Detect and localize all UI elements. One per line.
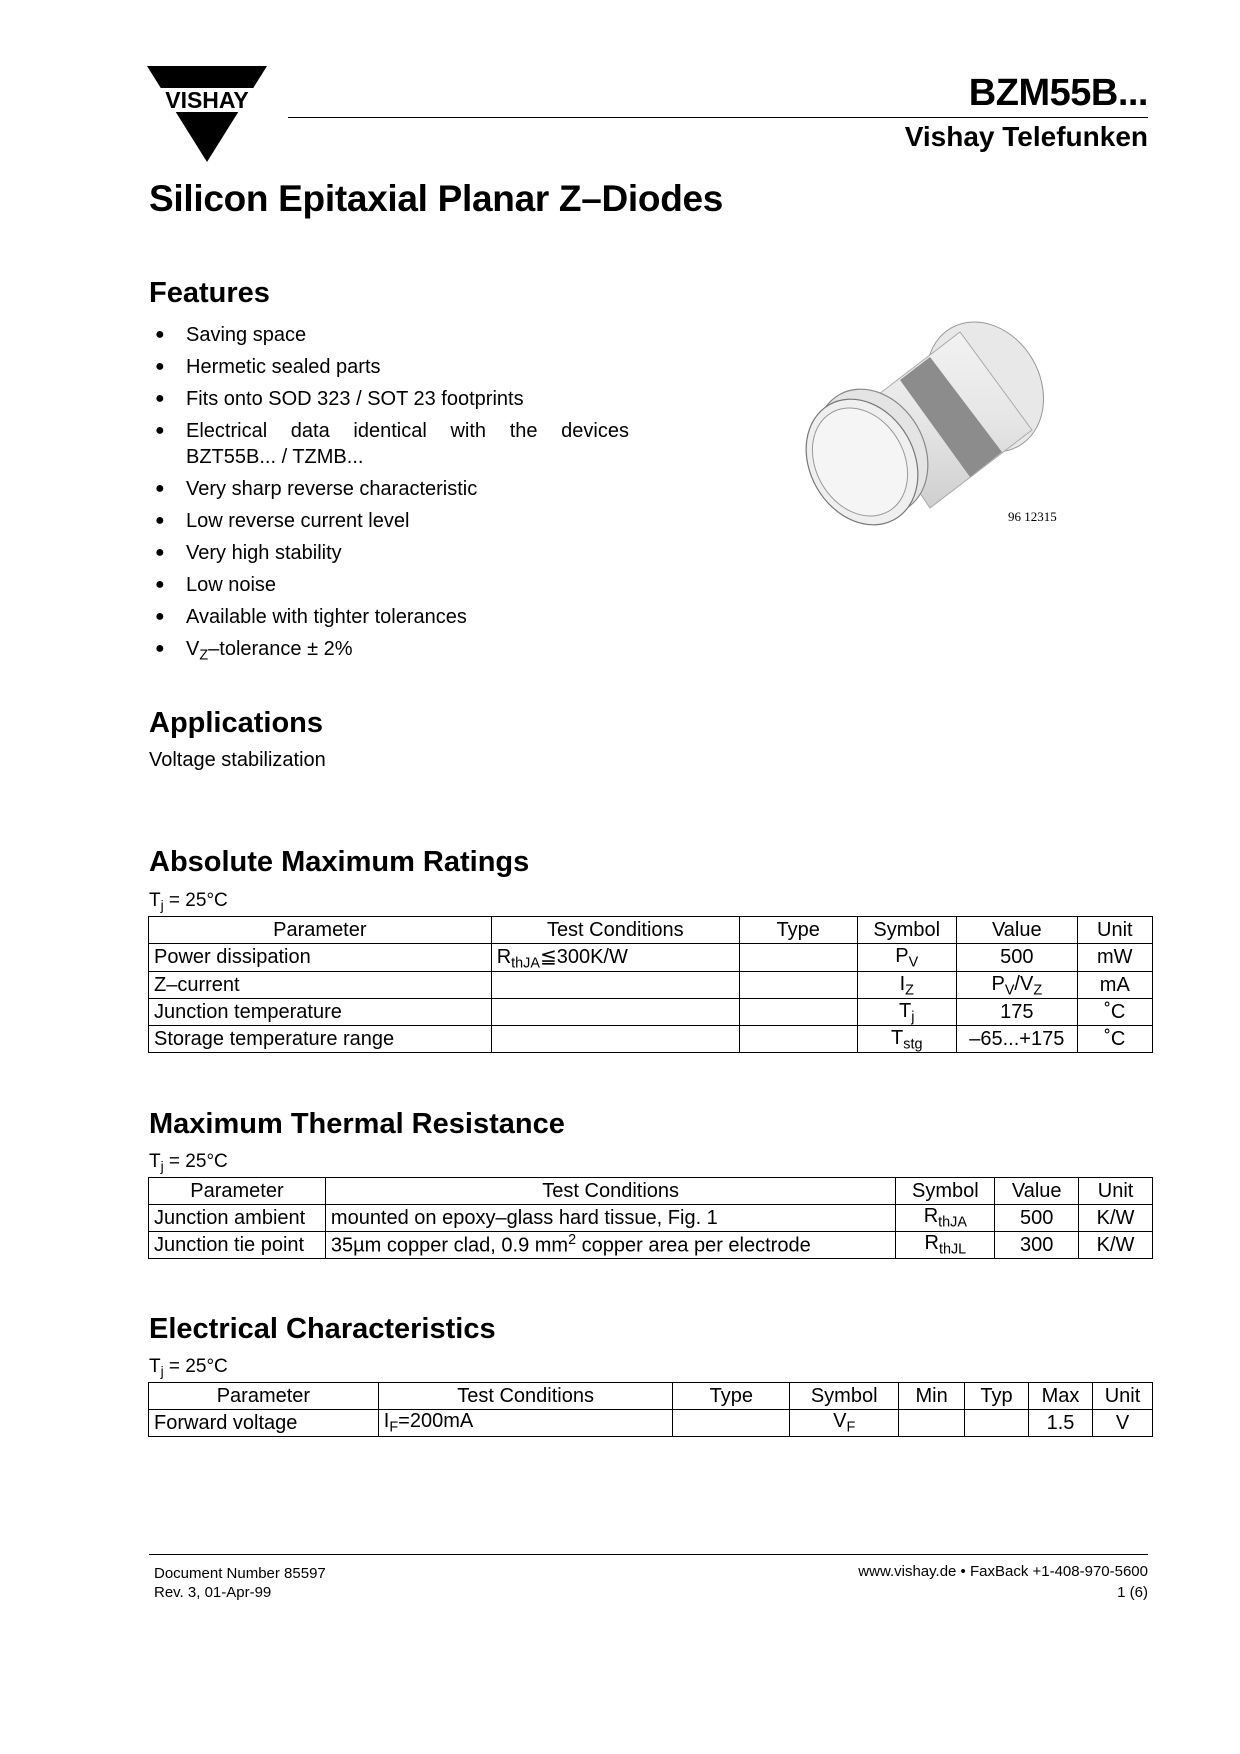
table-row: Z–current $I_Z$ $P_V/V_Z$ mA <box>149 972 1153 999</box>
table-row: Junction ambient mounted on epoxy–glass hard tissue, Fig. 1 $R_{thJA}$ 500 K/W <box>149 1205 1153 1232</box>
table-header-row <box>149 1383 1153 1410</box>
features-list <box>149 322 629 674</box>
vishay-logo <box>147 66 267 166</box>
table-row: Junction temperature $T_j$ 175 ˚C <box>149 999 1153 1026</box>
electrical-condition: $T_j = 25^\circ C$ <box>149 1356 228 1380</box>
document-title: Silicon Epitaxial Planar Z–Diodes <box>149 178 724 219</box>
header-cell: Type <box>739 917 857 944</box>
header-cell: Unit <box>1092 1383 1152 1410</box>
abs-max-heading: Absolute Maximum Ratings <box>149 846 530 878</box>
header-cell: Symbol <box>790 1383 899 1410</box>
thermal-table <box>148 1177 1153 1259</box>
feature-item: ● Available with tighter tolerances <box>149 604 629 630</box>
header-cell: Parameter <box>149 1178 326 1205</box>
feature-item: ● Hermetic sealed parts <box>149 354 629 380</box>
header-rule <box>288 117 1148 118</box>
header-cell: Value <box>995 1178 1079 1205</box>
header-cell: Test Conditions <box>378 1383 673 1410</box>
header-cell: Parameter <box>149 1383 379 1410</box>
feature-item: ● Electrical data identical with the devices BZT55B... / TZMB... <box>149 418 629 470</box>
header-cell: Unit <box>1077 917 1152 944</box>
header-cell: Min <box>899 1383 965 1410</box>
website-faxback: www.vishay.de • FaxBack +1-408-970-5600 <box>858 1563 1148 1580</box>
table-row: Power dissipation $R_{thJA}≦300K/W$ $P_V$ 500 mW <box>149 944 1153 972</box>
feature-item: ● $V_Z$–tolerance ± 2% <box>149 636 629 668</box>
table-row: Forward voltage $I_F=200mA$ $V_F$ 1.5 V <box>149 1410 1153 1437</box>
table-row: Junction tie point 35µm copper clad, 0.9 $mm^2$ copper area per electrode $R_{thJL}$ 300 K/W <box>149 1232 1153 1259</box>
header-cell: Type <box>673 1383 790 1410</box>
diode-package-illustration <box>800 312 1060 527</box>
header-cell: Typ <box>965 1383 1029 1410</box>
feature-item: ● Very high stability <box>149 540 629 566</box>
page-number: 1 (6) <box>1117 1584 1148 1601</box>
electrical-table <box>148 1382 1153 1437</box>
feature-item: ● Low noise <box>149 572 629 598</box>
table-header-row <box>149 1178 1153 1205</box>
header-cell: Parameter <box>149 917 492 944</box>
header-cell: Value <box>957 917 1078 944</box>
table-row: Storage temperature range $T_{stg}$ –65...+175 ˚C <box>149 1026 1153 1053</box>
applications-text: Voltage stabilization <box>149 749 326 771</box>
abs-max-table <box>148 916 1153 1053</box>
features-heading: Features <box>149 277 270 309</box>
header-cell: Test Conditions <box>325 1178 896 1205</box>
header-cell: Max <box>1029 1383 1093 1410</box>
header-cell: Unit <box>1079 1178 1153 1205</box>
feature-item: ● Saving space <box>149 322 629 348</box>
feature-item: ● Very sharp reverse characteristic <box>149 476 629 502</box>
thermal-condition: $T_j = 25^\circ C$ <box>149 1151 228 1175</box>
electrical-heading: Electrical Characteristics <box>149 1313 496 1345</box>
abs-max-condition: $T_j = 25^\circ C$ <box>149 890 228 914</box>
footer-rule <box>149 1554 1148 1555</box>
feature-item: ● Fits onto SOD 323 / SOT 23 footprints <box>149 386 629 412</box>
header-cell: Test Conditions <box>491 917 739 944</box>
header-cell: Symbol <box>896 1178 995 1205</box>
document-number: Document Number 85597 <box>154 1565 326 1582</box>
thermal-heading: Maximum Thermal Resistance <box>149 1108 565 1140</box>
table-header-row <box>149 917 1153 944</box>
revision: Rev. 3, 01-Apr-99 <box>154 1584 272 1601</box>
image-reference: 96 12315 <box>1008 509 1057 524</box>
brand-subtitle: Vishay Telefunken <box>904 121 1148 152</box>
applications-heading: Applications <box>149 707 324 739</box>
feature-item: ● Low reverse current level <box>149 508 629 534</box>
part-number: BZM55B... <box>968 72 1148 114</box>
header-cell: Symbol <box>857 917 956 944</box>
logo-text: VISHAY <box>165 87 249 113</box>
